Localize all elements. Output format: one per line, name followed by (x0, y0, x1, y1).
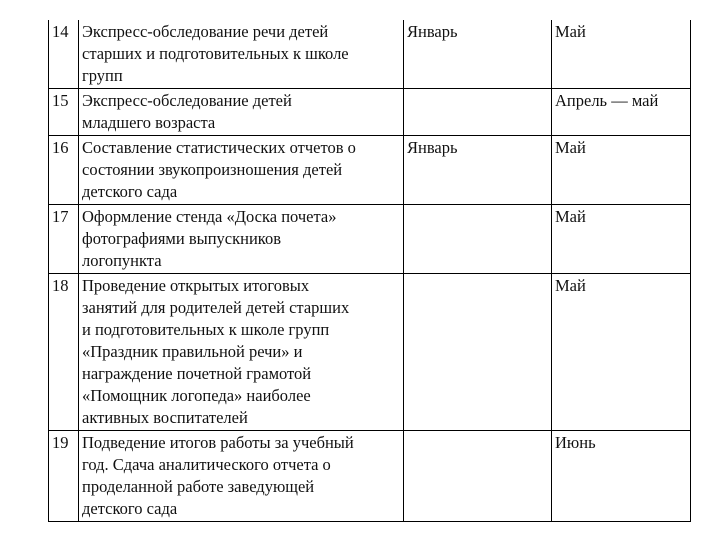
start-month: Январь (404, 20, 552, 89)
task-description (79, 274, 404, 431)
task-line: детского сада (82, 499, 178, 518)
task-line: младшего возраста (82, 113, 216, 132)
task-line: Подведение итогов работы за учебный (82, 433, 354, 452)
row-number: 14 (49, 20, 79, 89)
task-line: Проведение открытых итоговых (82, 276, 310, 295)
row-number: 17 (49, 205, 79, 274)
task-line: Экспресс-обследование детей (82, 91, 292, 110)
end-month: Май (552, 136, 691, 205)
start-month (404, 431, 552, 522)
start-month (404, 205, 552, 274)
task-line: логопункта (82, 251, 162, 270)
work-plan-table (48, 20, 691, 522)
task-line: детского сада (82, 182, 178, 201)
task-line: групп (82, 66, 123, 85)
task-line: «Праздник правильной речи» и (82, 342, 303, 361)
start-month (404, 274, 552, 431)
task-line: и подготовительных к школе групп (82, 320, 330, 339)
end-month: Май (552, 205, 691, 274)
task-description (79, 89, 404, 136)
table-row (49, 89, 691, 136)
task-line: фотографиями выпускников (82, 229, 281, 248)
table-row (49, 274, 691, 431)
end-month: Июнь (552, 431, 691, 522)
task-description (79, 431, 404, 522)
task-line: год. Сдача аналитического отчета о (82, 455, 331, 474)
table-row (49, 20, 691, 89)
start-month: Январь (404, 136, 552, 205)
task-line: Составление статистических отчетов о (82, 138, 356, 157)
row-number: 15 (49, 89, 79, 136)
table-row (49, 136, 691, 205)
task-description (79, 136, 404, 205)
end-month: Апрель — май (552, 89, 691, 136)
task-line: награждение почетной грамотой (82, 364, 312, 383)
table-row (49, 431, 691, 522)
task-description (79, 20, 404, 89)
task-line: состоянии звукопроизношения детей (82, 160, 343, 179)
task-description (79, 205, 404, 274)
task-line: Экспресс-обследование речи детей (82, 22, 329, 41)
start-month (404, 89, 552, 136)
task-line: проделанной работе заведующей (82, 477, 315, 496)
task-line: «Помощник логопеда» наиболее (82, 386, 311, 405)
row-number: 19 (49, 431, 79, 522)
end-month: Май (552, 20, 691, 89)
task-line: активных воспитателей (82, 408, 248, 427)
table-row (49, 205, 691, 274)
end-month: Май (552, 274, 691, 431)
task-line: занятий для родителей детей старших (82, 298, 350, 317)
task-line: старших и подготовительных к школе (82, 44, 349, 63)
task-line: Оформление стенда «Доска почета» (82, 207, 337, 226)
row-number: 18 (49, 274, 79, 431)
row-number: 16 (49, 136, 79, 205)
